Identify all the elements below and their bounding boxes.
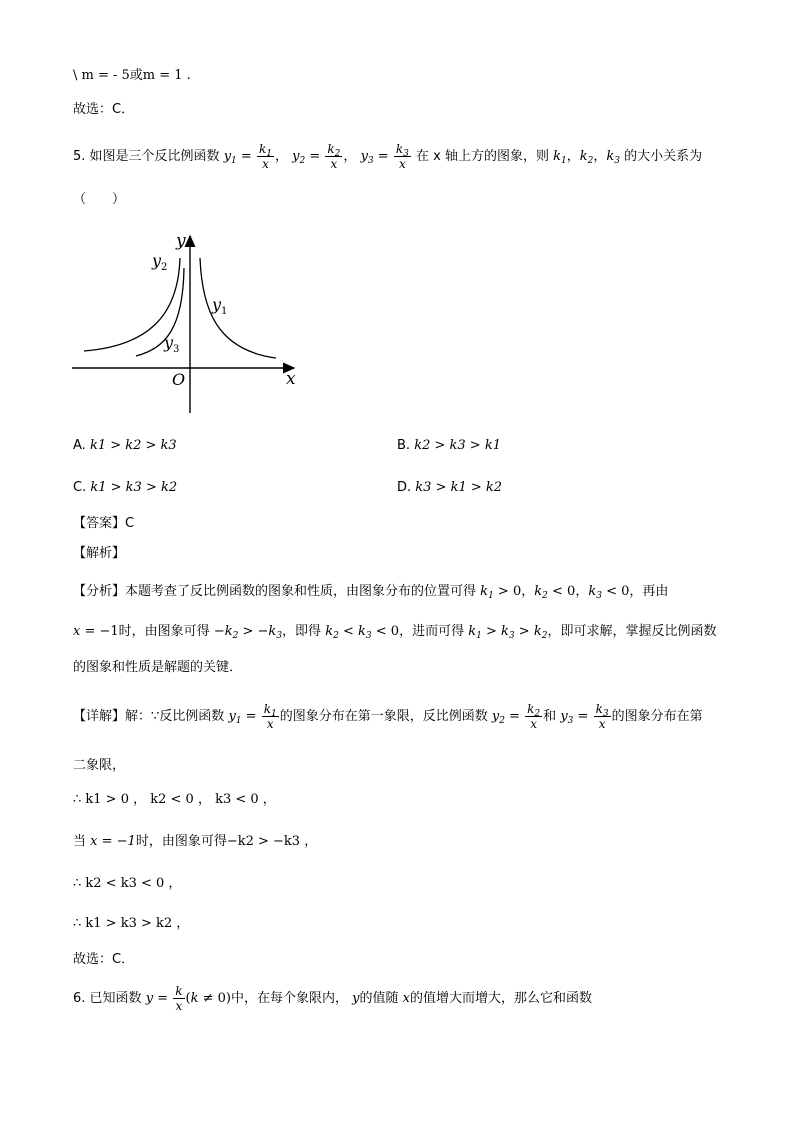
final-choice: [73, 950, 134, 970]
option-a-letter: A.: [73, 438, 86, 453]
q6-text-b: 中，在每个象限内，: [230, 991, 348, 1006]
fenxi-text-2a: 时，由图象可得: [118, 624, 210, 639]
fenxi-text-1: 本题考查了反比例函数的图象和性质，由图象分布的位置可得: [125, 584, 477, 599]
fenxi-text-1b: ，再由: [629, 584, 669, 599]
option-d-letter: D.: [397, 480, 412, 495]
step-2b: x = −1: [90, 834, 136, 849]
option-c-letter: C.: [73, 480, 87, 495]
xiangjie-line-2: [73, 756, 125, 776]
option-c[interactable]: [73, 478, 177, 498]
step-3-text: ∴ k2 < k3 < 0 ，: [73, 876, 182, 891]
question-6-stem: 6. 已知函数 y = $\frac{k}{x}$ (k ≠ 0)中，在每个象限内， y的值随 x的值增大而增大，那么它和函数: [73, 984, 592, 1013]
option-b-letter: B.: [397, 438, 411, 453]
option-a-text: k1 > k2 > k3: [89, 438, 177, 453]
q6-text-c: 的值随: [359, 991, 399, 1006]
q6-intro: 6. 已知函数: [73, 991, 142, 1006]
axis-x-label: x: [286, 369, 296, 389]
prev-result-text: \ m = - 5或m = 1 .: [73, 68, 191, 83]
fenxi-text-2d: ，即可求解，掌握反比例函数: [547, 624, 717, 639]
xiangjie-text-1c: 和: [543, 709, 557, 724]
question-5-intro: 5. 如图是三个反比例函数: [73, 149, 220, 164]
prev-result-line: [73, 66, 191, 86]
q5-eq2: =: [305, 149, 325, 164]
xiangjie-text-2: 二象限，: [73, 758, 126, 773]
origin-label: O: [172, 370, 186, 389]
step-2d: −k2 > −k3 ，: [226, 834, 318, 849]
q5-comma2: ，: [343, 149, 357, 164]
q5-k-list: $k_1$: [553, 149, 567, 166]
q5-eq1: =: [236, 149, 256, 164]
analysis-heading: [73, 544, 125, 564]
option-c-text: k1 > k3 > k2: [90, 480, 178, 495]
step-1: [73, 790, 276, 810]
fenxi-label: 【分析】: [73, 584, 126, 599]
xiangjie-text-1a: 解：∵反比例函数: [125, 709, 225, 724]
y3-label: $y_3$: [164, 333, 180, 355]
step-4: [73, 914, 189, 934]
fenxi-text-2b: ，即得: [282, 624, 322, 639]
option-b-text: k2 > k3 > k1: [414, 438, 501, 453]
axis-y-label: y: [176, 231, 186, 251]
option-d[interactable]: [397, 478, 502, 498]
hyperbola-graph: [66, 228, 306, 418]
analysis-label: 【解析】: [73, 546, 126, 561]
option-b[interactable]: [397, 436, 501, 456]
q5-mid-text: 在 x 轴上方的图象，则: [415, 149, 549, 164]
option-a[interactable]: [73, 436, 177, 456]
q5-y1: $y_1$: [223, 149, 237, 166]
step-4-text: ∴ k1 > k3 > k2 ，: [73, 916, 190, 931]
fenxi-line-3: [73, 658, 242, 678]
y2-label: $y_2$: [152, 251, 168, 273]
q5-frac-k1: $\frac{k_1}{x}$: [258, 142, 272, 171]
prev-choice-text: 故选：C．: [73, 102, 135, 117]
q5-paren-line: [73, 190, 125, 210]
q5-paren: （ ）: [73, 192, 126, 207]
step-2c: 时，由图象可得: [135, 834, 227, 849]
xiangjie-text-1d: 的图象分布在第: [611, 709, 703, 724]
prev-choice-line: [73, 100, 134, 120]
step-3: [73, 874, 181, 894]
final-choice-text: 故选：C．: [73, 952, 135, 967]
y1-label: $y_1$: [212, 295, 228, 317]
q5-frac-k2: $\frac{k_2}{x}$: [327, 142, 341, 171]
fenxi-text-2c: ，进而可得: [399, 624, 465, 639]
fenxi-text-3: 的图象和性质是解题的关键．: [73, 660, 243, 675]
q5-eq3: =: [373, 149, 393, 164]
question-5-stem: 5. 如图是三个反比例函数 $y_1$ = $\frac{k_1}{x}$ ， $y_2$ = $\frac{k_2}{x}$ ， $y_3$ = $\frac{k_3}{x}$ 在 x 轴上方的图象，则 $k_1$，$k_2$，$k_3$ 的大小关系为: [73, 142, 703, 171]
xiangjie-text-1b: 的图象分布在第一象限，反比例函数: [279, 709, 488, 724]
q5-tail: 的大小关系为: [624, 149, 703, 164]
step-1-text: ∴ k1 > 0 ， k2 < 0 ， k3 < 0 ，: [73, 792, 276, 807]
q5-y2: $y_2$: [292, 149, 306, 166]
fenxi-line-1: 【分析】本题考查了反比例函数的图象和性质，由图象分布的位置可得 $k_1 > 0$，$k_2 < 0$，$k_3 < 0$，再由: [73, 584, 669, 601]
step-2a: 当: [73, 834, 87, 849]
q5-y3: $y_3$: [360, 149, 374, 166]
fenxi-line-2: x = −1时，由图象可得 $-k_2 > -k_3$，即得 $k_2 < k_3 < 0$，进而可得 $k_1 > k_3 > k_2$，即可求解，掌握反比例函数: [73, 624, 717, 641]
answer-label: 【答案】: [73, 516, 126, 531]
option-d-text: k3 > k1 > k2: [415, 480, 503, 495]
step-2: [73, 832, 317, 852]
q5-comma1: ，: [274, 149, 288, 164]
xiangjie-line-1: 【详解】解：∵反比例函数 $y_1$ = $\frac{k_1}{x}$ 的图象分布在第一象限，反比例函数 $y_2$ = $\frac{k_2}{x}$ 和 $y_3$ = $\frac{k_3}{x}$ 的图象分布在第: [73, 702, 703, 731]
q6-text-d: 的值增大而增大，那么它和函数: [409, 991, 592, 1006]
answer-value: C: [125, 516, 135, 531]
q5-frac-k3: $\frac{k_3}{x}$: [395, 142, 409, 171]
answer-line: [73, 514, 134, 534]
xiangjie-label: 【详解】: [73, 709, 126, 724]
